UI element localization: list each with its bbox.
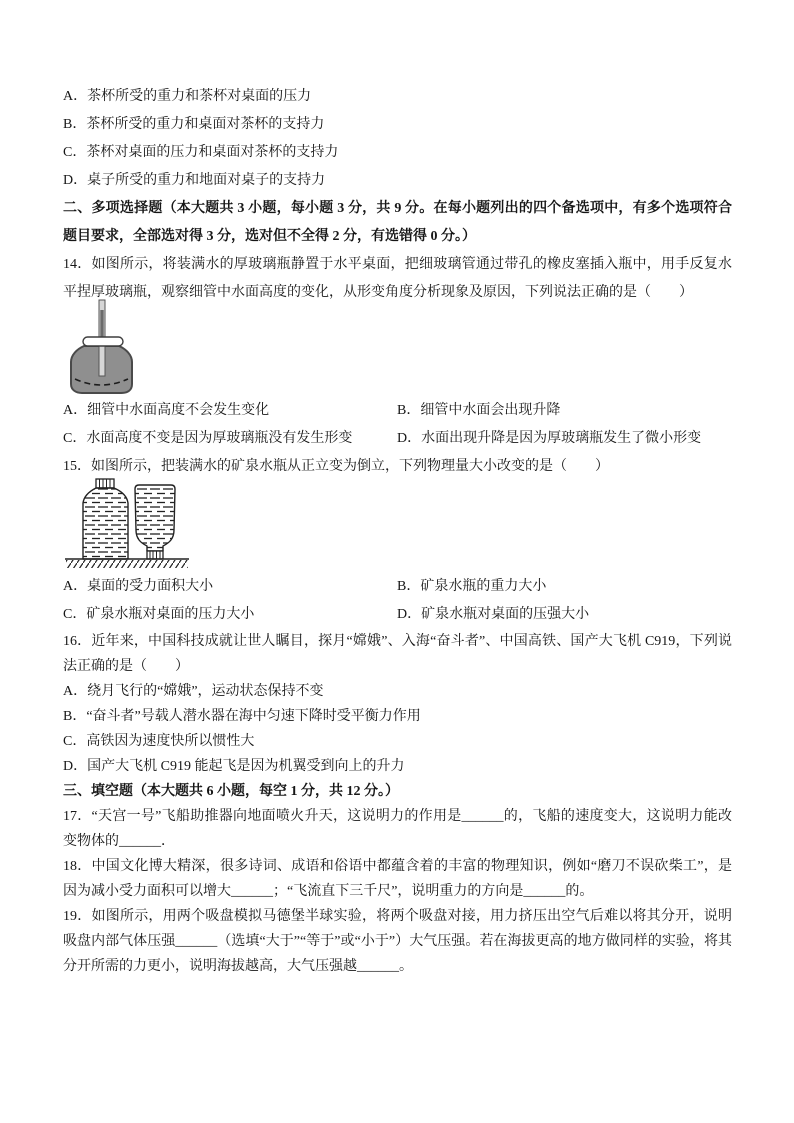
q19-stem: 19．如图所示，用两个吸盘模拟马德堡半球实验，将两个吸盘对接，用力挤压出空气后难以将其分开，说明吸盘内部气体压强______（选填“大于”“等于”或“小于”）大气压强。若在海拔更高的地方做同样的实验，将其分开所需的力更小，说明海拔越高，大气压强越______。 [63,909,732,974]
q14-option-b: B．细管中水面会出现升降 [397,403,561,418]
q13-option-c: C．茶杯对桌面的压力和桌面对茶杯的支持力 [63,145,339,160]
q14-options-row1 [63,397,732,425]
lower-block [63,629,732,979]
q13-option-b: B．茶杯所受的重力和桌面对茶杯的支持力 [63,117,325,132]
glass-bottle-with-tube-icon [68,297,138,397]
q14-figure [68,297,732,397]
q15-options-row2 [63,601,732,629]
q16-option-d: D．国产大飞机 C919 能起飞是因为机翼受到向上的升力 [63,759,405,774]
q15-options-row1 [63,573,732,601]
q14-options-row2 [63,425,732,453]
q14-option-a: A．细管中水面高度不会发生变化 [63,403,270,418]
q15-option-d: D．矿泉水瓶对桌面的压强大小 [397,607,590,622]
q13-option-d: D．桌子所受的重力和地面对桌子的支持力 [63,173,326,188]
q15-figure [65,473,732,569]
q17-stem: 17．“天宫一号”飞船助推器向地面喷火升天，这说明力的作用是______的，飞船的速度变大，这说明力能改变物体的______． [63,809,732,849]
q15-option-a: A．桌面的受力面积大小 [63,579,214,594]
section2-heading: 二、多项选择题（本大题共 3 小题，每小题 3 分，共 9 分。在每小题列出的四个备选项中，有多个选项符合题目要求，全部选对得 3 分，选对但不全得 2 分，有选错得 0 分。） [63,201,732,244]
q14-option-c: C．水面高度不变是因为厚玻璃瓶没有发生形变 [63,431,353,446]
section3-heading: 三、填空题（本大题共 6 小题，每空 1 分，共 12 分。） [63,784,399,799]
water-bottles-icon [65,473,195,569]
q13-option-a: A．茶杯所受的重力和茶杯对桌面的压力 [63,89,312,104]
q16-stem: 16．近年来，中国科技成就让世人瞩目，探月“嫦娥”、入海“奋斗者”、中国高铁、国产大飞机 C919，下列说法正确的是（ ） [63,634,732,674]
q16-option-c: C．高铁因为速度快所以惯性大 [63,734,255,749]
q15-stem: 15．如图所示，把装满水的矿泉水瓶从正立变为倒立，下列物理量大小改变的是（ ） [63,459,609,474]
q16-option-b: B．“奋斗者”号载人潜水器在海中匀速下降时受平衡力作用 [63,709,421,724]
q14-option-d: D．水面出现升降是因为厚玻璃瓶发生了微小形变 [397,431,702,446]
q18-stem: 18．中国文化博大精深，很多诗词、成语和俗语中都蕴含着的丰富的物理知识，例如“磨刀不误砍柴工”，是因为减小受力面积可以增大______；“飞流直下三千尺”，说明重力的方向是______的。 [63,859,732,899]
q15-option-c: C．矿泉水瓶对桌面的压力大小 [63,607,255,622]
q16-option-a: A．绕月飞行的“嫦娥”，运动状态保持不变 [63,684,324,699]
q14-stem: 14．如图所示，将装满水的厚玻璃瓶静置于水平桌面，把细玻璃管通过带孔的橡皮塞插入瓶中，用手反复水平捏厚玻璃瓶，观察细管中水面高度的变化，从形变角度分析现象及原因，下列说法正确的是（ ） [63,257,732,300]
q15-option-b: B．矿泉水瓶的重力大小 [397,579,547,594]
